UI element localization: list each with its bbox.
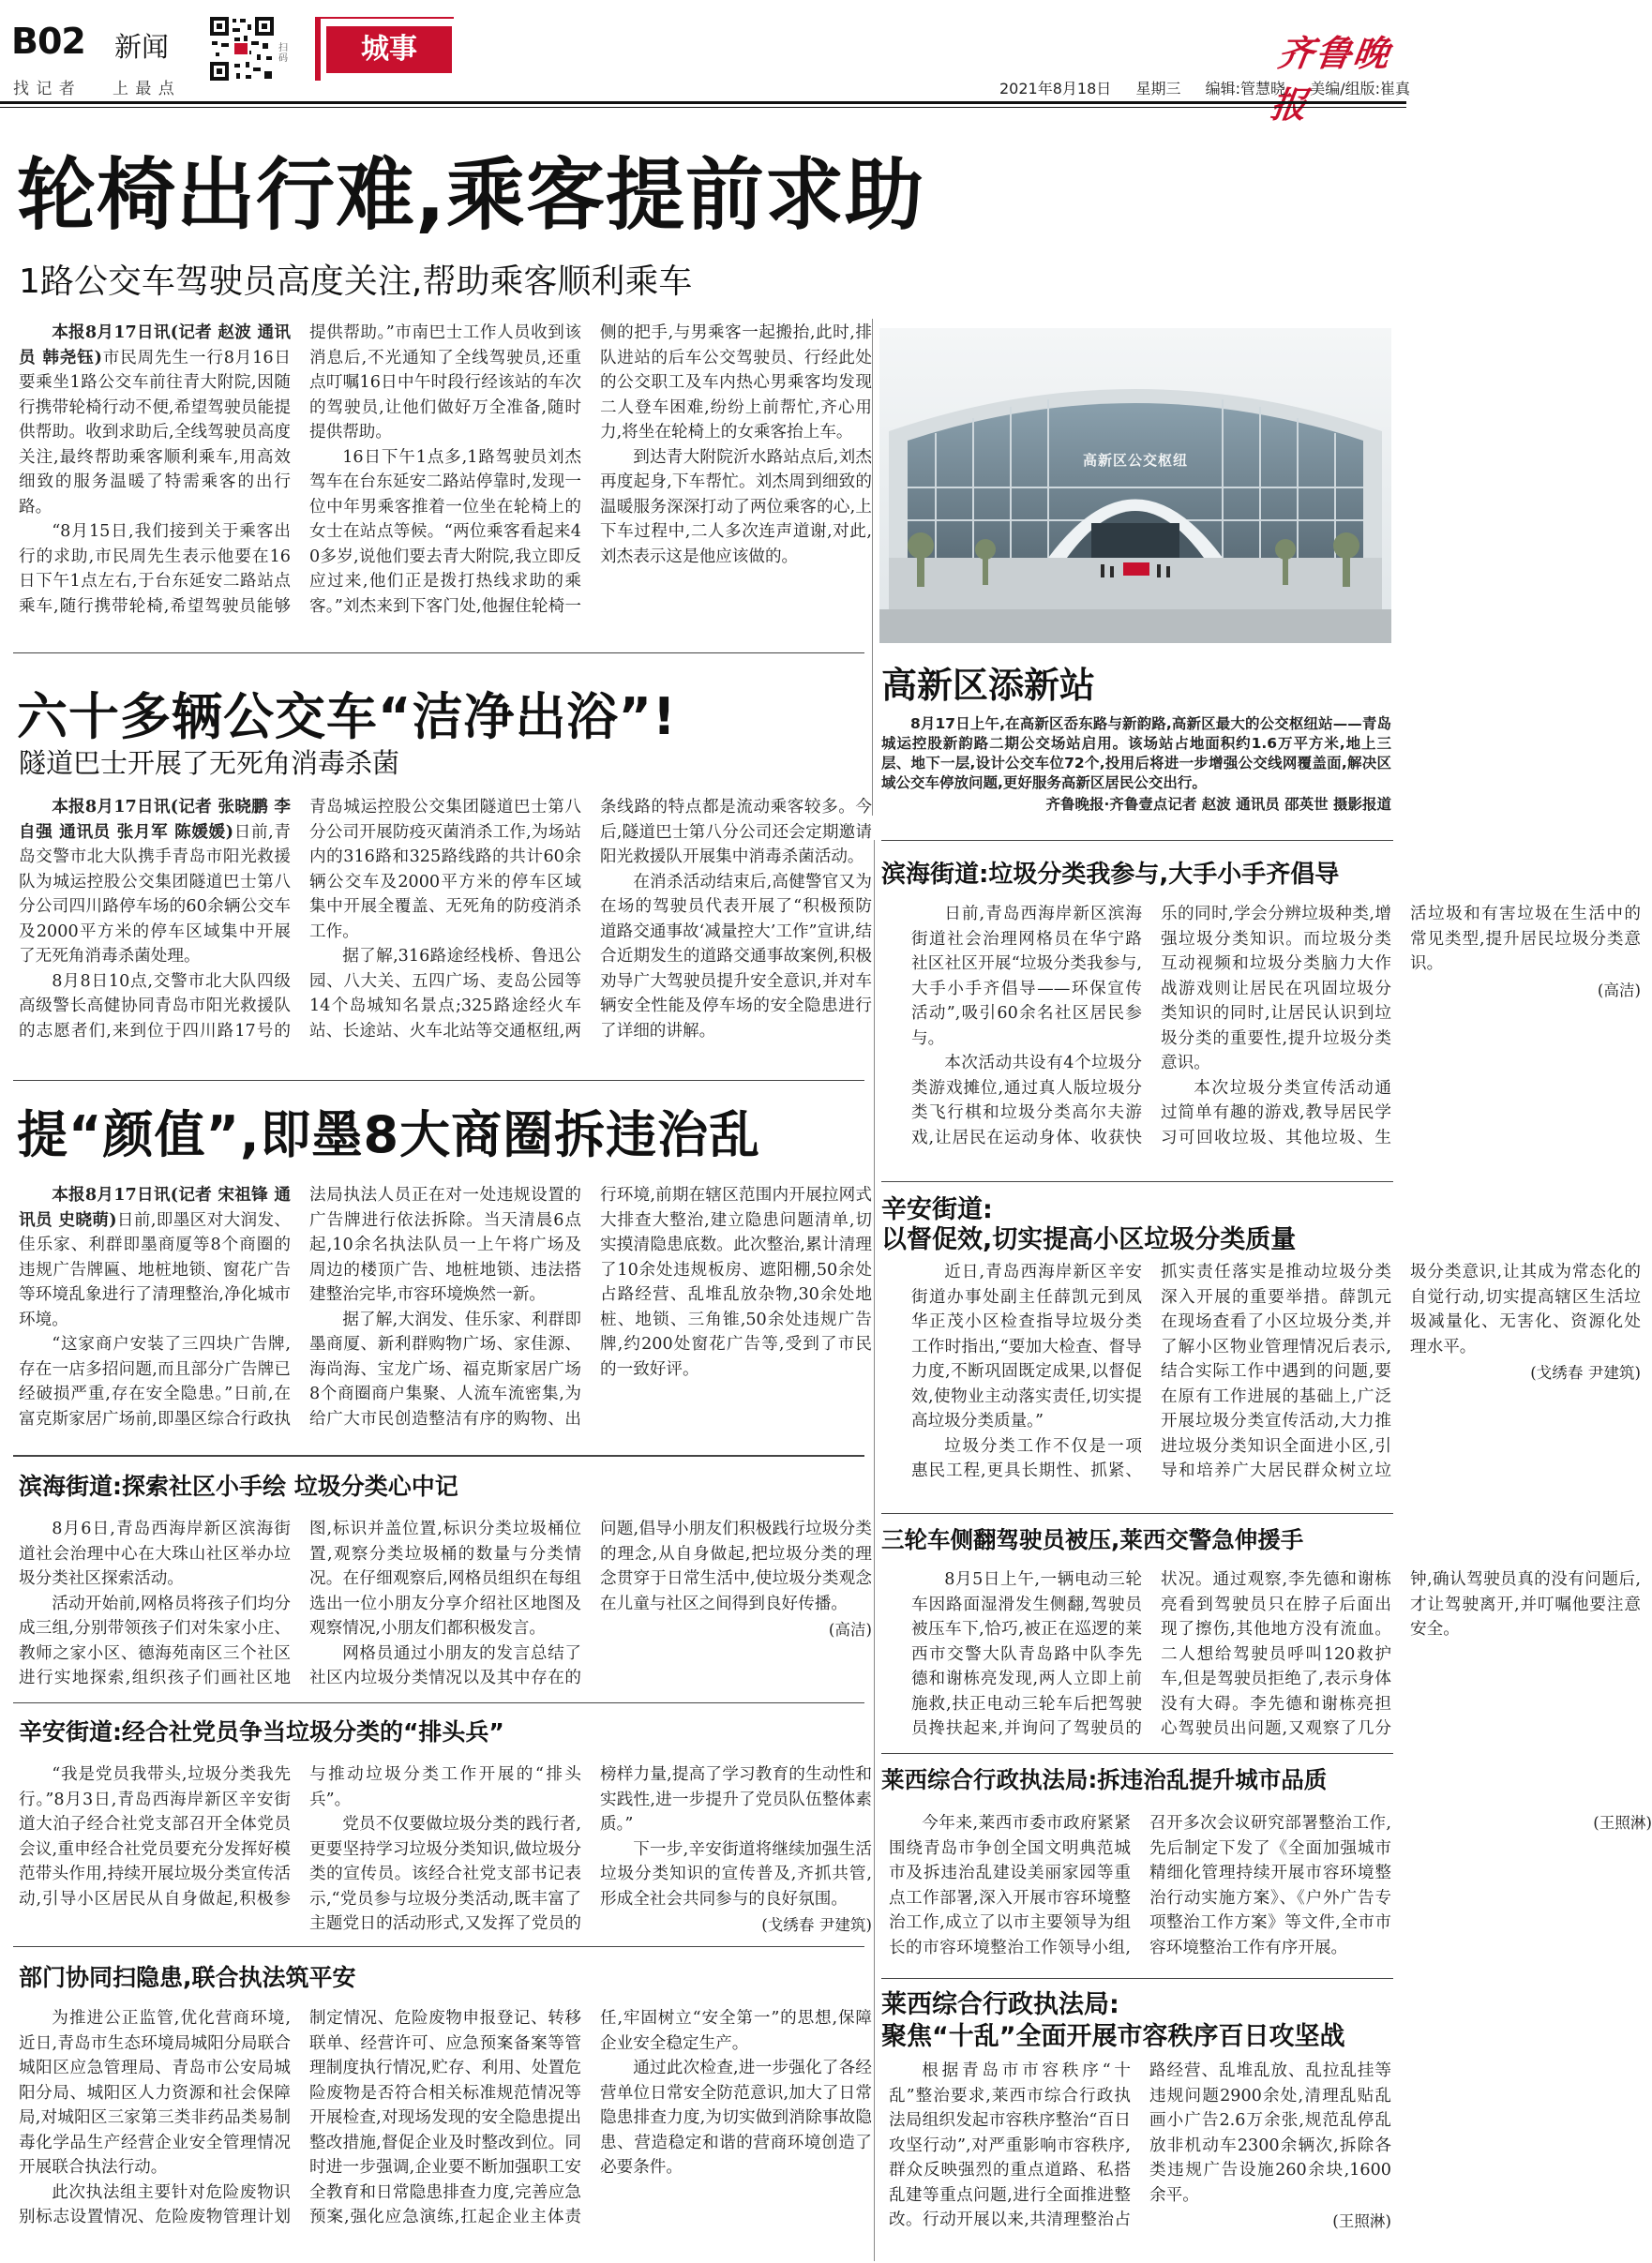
story10-paragraph: 为推进公正监管,优化营商环境,近日,青岛市生态环境局城阳分局联合城阳区应急管理局、青岛市公安局城阳分局、城阳区人力资源和社会保障局,对城阳区三家第三类非药品类易制毒化学品生产经营企业安全管理情况开展联合执法行动。	[19, 2009, 291, 2177]
story2-rule	[13, 652, 864, 653]
story9-title: 莱西综合行政执法局:拆违治乱提升城市品质	[881, 1766, 1328, 1793]
story11-rule	[881, 1978, 1393, 1979]
qr-code[interactable]	[208, 15, 276, 90]
story9-paragraph: 今年来,莱西市委市政府紧紧围绕青岛市争创全国文明典范城市及拆违治乱建设美丽家园等重点工作部署,深入开展市容环境整治工作,成立了以市主要领导为组长的市容环境整治工作领导小组,召开多次会议研究部署整治工作,先后制定下发了《全面加强城市精细化管理持续开展市容环境整治行动实施方案》、《户外广告专项整治工作方案》等文件,全市市容环境整治工作有序开展。	[889, 1814, 1391, 1957]
story6-byline: (高洁)	[828, 1621, 872, 1639]
story11-title-1: 莱西综合行政执法局:	[881, 1990, 1119, 2019]
masthead-rule	[0, 101, 1406, 104]
story1-paragraph: 16日下午1点多,1路驾驶员刘杰驾车在台东延安二路站停靠时,发现一位中年男乘客推着一位坐在轮椅上的女士在站点等候。“两位乘客看起来40多岁,说他们要去青大附院,我立即反应过来,他们正是拨打热线求助的乘客。”刘杰来到下客门处,他握住轮椅一侧的把手,与男乘客一起搬抬,此时,排队进站的后车公交驾驶员、行经此处的公交职工及车内热心男乘客均发现二人登车困难,纷纷上前帮忙,齐心用力,将坐在轮椅上的女乘客抬上车。	[309, 323, 872, 616]
slogan-left: 找 记 者	[13, 80, 76, 98]
story4-byline: (高洁)	[1597, 981, 1641, 999]
story4-paragraph: 本次垃圾分类宣传活动通过简单有趣的游戏,教导居民学习可回收垃圾、其他垃圾、生活垃圾和有害垃圾在生活中的常见类型,提升居民垃圾分类意识。	[1161, 905, 1641, 1147]
story11-body	[889, 2059, 1391, 2257]
story9-body	[889, 1811, 1652, 1976]
story1-subtitle: 1路公交车驾驶员高度关注,帮助乘客顺利乘车	[19, 262, 693, 301]
story7-paragraph: “我是党员我带头,垃圾分类我先行。”8月3日,青岛西海岸新区辛安街道大泊子经合社党支部召开全体党员会议,重申经合社党员要充分发挥好模范带头作用,持续开展垃圾分类宣传活动,引导小区居民从自身做起,积极参与推动垃圾分类工作开展的“排头兵”。	[19, 1765, 581, 1909]
story1-paragraph: 到达青大附院沂水路站点后,刘杰再度起身,下车帮忙。刘杰周到细致的温暖服务深深打动了两位乘客的心,上下车过程中,二人多次连声道谢,对此,刘杰表示这是他应该做的。	[600, 447, 872, 566]
story4-paragraph: 本次活动共设有4个垃圾分类游戏摊位,通过真人版垃圾分类飞行棋和垃圾分类高尔夫游戏,让居民在运动身体、收获快乐的同时,学会分辨垃圾种类,增强垃圾分类知识。而垃圾分类互动视频和垃圾分类脑力大作战游戏则让居民在巩固垃圾分类知识的同时,让居民认识到垃圾分类的重要性,提升垃圾分类意识。	[911, 905, 1391, 1147]
photo-caption-text: 8月17日上午,在高新区岙东路与新韵路,高新区最大的公交枢纽站——青岛城运控股新韵路二期公交场站启用。该场站占地面积约1.6万平方米,地上三层、地下一层,设计公交车位72个,投用后将进一步增强公交线网覆盖面,解决区域公交车停放问题,更好服务高新区居民公交出行。	[881, 715, 1391, 791]
story2-lead: 本报8月17日讯(记者 张晓鹏 李自强 通讯员 张月军 陈媛媛)	[19, 797, 291, 842]
story2-paragraph: 8月8日10点,交警市北大队四级高级警长高健协同青岛市阳光救援队的志愿者们,来到位于四川路17号的青岛城运控股公交集团隧道巴士第八分公司开展防疫灭菌消杀工作,为场站内的316路和325路线路的共计60余辆公交车及2000平方米的停车区域集中开展全覆盖、无死角的防疫消杀工作。	[19, 798, 581, 1041]
station-photo	[879, 328, 1391, 643]
story7-body	[19, 1762, 872, 1946]
story4-paragraph: 日前,青岛西海岸新区滨海街道社会治理网格员在华宁路社区社区开展“垃圾分类我参与,大手小手齐倡导——环保宣传活动”,吸引60余名社区居民参与。	[911, 905, 1142, 1048]
photo-title: 高新区添新站	[881, 665, 1096, 706]
masthead-info	[999, 77, 1410, 98]
story9-byline: (王照淋)	[1593, 1814, 1652, 1832]
story5-body	[911, 1260, 1641, 1507]
story2-paragraph: 日前,青岛交警市北大队携手青岛市阳光救援队为城运控股公交集团隧道巴士第八分公司四川路停车场的60余辆公交车及2000平方米的停车区域集中开展了无死角消毒杀菌处理。	[19, 822, 291, 966]
story6-title: 滨海街道:探索社区小手绘 垃圾分类心中记	[19, 1473, 458, 1500]
column-tag-box	[315, 17, 454, 81]
story10-rule	[13, 1946, 864, 1947]
story11-title-2: 聚焦“十乱”全面开展市容秩序百日攻坚战	[881, 2022, 1345, 2051]
weekday: 星期三	[1135, 80, 1181, 97]
story5-rule	[881, 1181, 1393, 1182]
story1-body	[19, 321, 872, 639]
story3-title: 提“颜值”,即墨8大商圈拆违治乱	[17, 1105, 761, 1164]
story7-byline: (戈绣春 尹建筑)	[761, 1916, 872, 1934]
story6-paragraph: 8月6日,青岛西海岸新区滨海街道社会治理中心在大珠山社区举办垃圾分类社区探索活动。	[19, 1520, 291, 1588]
story7-paragraph: 下一步,辛安街道将继续加强生活垃圾分类知识的宣传普及,齐抓共管,形成全社会共同参与的良好氛围。	[600, 1839, 872, 1909]
story1-paragraph: “8月15日,我们接到关于乘客出行的求助,市民周先生表示他要在16日下午1点左右,于台东延安二路站点乘车,随行携带轮椅,希望驾驶员能够提供帮助。”市南巴士工作人员收到该消息后,不光通知了全线驾驶员,还重点叮嘱16日中午时段行经该站的车次的驾驶员,让他们做好万全准备,随时提供帮助。	[19, 323, 581, 616]
story4-title: 滨海街道:垃圾分类我参与,大手小手齐倡导	[881, 861, 1340, 889]
story7-rule	[13, 1702, 864, 1703]
story11-paragraph: 根据青岛市市容秩序“十乱”整治要求,莱西市综合行政执法局组织发起市容秩序整治“百日攻坚行动”,对严重影响市容秩序,群众反映强烈的重点道路、私搭乱建等重点问题,进行全面推进整改。行动开展以来,共清理整治占路经营、乱堆乱放、乱拉乱挂等违规问题2900余处,清理乱贴乱画小广告2.6万余张,规范乱停乱放非机动车2300余辆次,拆除各类违规广告设施260余块,1600余平。	[889, 2061, 1391, 2229]
story8-rule	[881, 1513, 1393, 1514]
story8-paragraph: 8月5日上午,一辆电动三轮车因路面湿滑发生侧翻,驾驶员被压车下,恰巧,被正在巡逻的莱西市交警大队青岛路中队李先德和谢栋亮发现,两人立即上前施救,扶正电动三轮车后把驾驶员搀扶起来,并询问了驾驶员的状况。通过观察,李先德和谢栋亮看到驾驶员只在脖子后面出现了擦伤,其他地方没有流血。二人想给驾驶员呼叫120救护车,但是驾驶员拒绝了,表示身体没有大碍。李先德和谢栋亮担心驾驶员出问题,又观察了几分钟,确认驾驶员真的没有问题后,才让驾驶离开,并叮嘱他要注意安全。	[911, 1570, 1641, 1738]
story5-title-2: 以督促效,切实提高小区垃圾分类质量	[881, 1225, 1297, 1254]
story5-paragraph: 垃圾分类工作不仅是一项惠民工程,更具长期性、抓紧、抓实责任落实是推动垃圾分类深入开展的重要举措。薛凯元在现场查看了小区垃圾分类,并了解小区物业管理情况后表示,结合实际工作中遇到的问题,要在原有工作进展的基础上,广泛开展垃圾分类宣传活动,大力推进垃圾分类知识全面进小区,引导和培养广大居民群众树立垃圾分类意识,让其成为常态化的自觉行动,切实提高辖区生活垃圾减量化、无害化、资源化处理水平。	[911, 1263, 1641, 1480]
page-code: B02	[11, 21, 85, 62]
column-tag: 城事	[326, 26, 452, 73]
story3-paragraph: 据了解,大润发、佳乐家、利群即墨商厦、新利群购物广场、家佳源、海尚海、宝龙广场、福克斯家居广场8个商圈商户集聚、人流车流密集,为给广大市民创造整洁有序的购物、出行环境,前期在辖区范围内开展拉网式大排查大整治,建立隐患问题清单,切实摸清隐患底数。此次整治,累计清理了10余处违规板房、遮阳棚,50余处占路经营、乱堆乱放杂物,30余处地桩、地锁、三角锥,50余处违规广告牌,约200处窗花广告等,受到了市民的一致好评。	[309, 1186, 872, 1429]
story1-lead: 本报8月17日讯(记者 赵波 通讯员 韩尧钰)	[19, 322, 291, 367]
story2-subtitle: 隧道巴士开展了无死角消毒杀菌	[19, 747, 400, 779]
story2-paragraph: 据了解,316路途经栈桥、鲁迅公园、八大关、五四广场、麦岛公园等14个岛城知名景点;325路途经火车站、长途站、火车北站等交通枢纽,两条线路的特点都是流动乘客较多。今后,隧道巴士第八分公司还会定期邀请阳光救援队开展集中消毒杀菌活动。	[309, 798, 872, 1041]
story3-paragraph: “这家商户安装了三四块广告牌,存在一店多招问题,而且部分广告牌已经破损严重,存在安全隐患。”日前,在富克斯家居广场前,即墨区综合行政执法局执法人员正在对一处违规设置的广告牌进行依法拆除。当天清晨6点起,10余名执法队员一上午将广场及周边的楼顶广告、地桩地锁、违法搭建整治完毕,市容环境焕然一新。	[19, 1186, 581, 1429]
building-sign: 高新区公交枢纽	[1082, 452, 1188, 469]
story2-title: 六十多辆公交车“洁净出浴”!	[17, 687, 677, 746]
photo-caption	[881, 714, 1391, 816]
story7-paragraph: 党员不仅要做垃圾分类的践行者,更要坚持学习垃圾分类知识,做垃圾分类的宣传员。该经合社党支部书记表示,“党员参与垃圾分类活动,既丰富了主题党日的活动形式,又发挥了党员的榜样力量,提高了学习教育的生动性和实践性,进一步提升了党员队伍整体素质。”	[309, 1765, 872, 1933]
qr-caption: 扫码	[278, 43, 288, 64]
story4-body	[911, 902, 1641, 1172]
story11-byline: (王照淋)	[1332, 2212, 1391, 2230]
designer: 美编/组版:崔真	[1310, 80, 1411, 97]
story10-body	[19, 2006, 872, 2257]
story6-paragraph: 网格员通过小朋友的发言总结了社区内垃圾分类情况以及其中存在的问题,倡导小朋友们积极践行垃圾分类的理念,从自身做起,把垃圾分类的理念贯穿于日常生活中,使垃圾分类观念在儿童与社区之间得到良好传播。	[309, 1520, 872, 1687]
photo-credit: 齐鲁晚报·齐鲁壹点记者 赵波 通讯员 邵英世 摄影报道	[1045, 796, 1391, 813]
story5-paragraph: 近日,青岛西海岸新区辛安街道办事处副主任薛凯元到凤华正茂小区检查指导垃圾分类工作时指出,“要加大检查、督导力度,不断巩固既定成果,以督促效,使物业主动落实责任,切实提高垃圾分类质量。”	[911, 1263, 1142, 1431]
section-name: 新闻	[114, 31, 170, 63]
story8-body	[911, 1567, 1641, 1762]
date: 2021年8月18日	[999, 80, 1112, 97]
story3-body	[19, 1183, 872, 1457]
story1-title: 轮椅出行难,乘客提前求助	[17, 149, 924, 241]
story10-paragraph: 通过此次检查,进一步强化了各经营单位日常安全防范意识,加大了日常隐患排查力度,为切实做到消除事故隐患、营造稳定和谐的营商环境创造了必要条件。	[600, 2059, 872, 2177]
story3-paragraph: 日前,即墨区对大润发、佳乐家、利群即墨商厦等8个商圈的违规广告牌匾、地桩地锁、窗花广告等环境乱象进行了清理整治,净化城市环境。	[19, 1210, 292, 1329]
story7-title: 辛安街道:经合社党员争当垃圾分类的“排头兵”	[19, 1718, 504, 1746]
story6-body	[19, 1517, 872, 1701]
masthead-rule-thin	[0, 107, 1406, 108]
story3-lead: 本报8月17日讯(记者 宋祖锋 通讯员 史晓萌)	[19, 1185, 291, 1230]
story10-title: 部门协同扫隐患,联合执法筑平安	[19, 1964, 356, 1991]
story4-rule	[881, 840, 1393, 841]
story8-title: 三轮车侧翻驾驶员被压,莱西交警急伸援手	[881, 1526, 1304, 1553]
story6-rule	[13, 1455, 864, 1457]
paper-logo: 齐鲁晚报	[1268, 32, 1394, 126]
slogan-right: 上 最 点	[113, 80, 175, 98]
story1-paragraph: 市民周先生一行8月16日要乘坐1路公交车前往青大附院,因随行携带轮椅行动不便,希望驾驶员能提供帮助。收到求助后,全线驾驶员高度关注,最终帮助乘客顺利乘车,用高效细致的服务温暖了特需乘客的出行路。	[19, 348, 291, 517]
story5-byline: (戈绣春 尹建筑)	[1530, 1364, 1641, 1382]
editor: 编辑:管慧晓	[1205, 80, 1286, 97]
story6-paragraph: 活动开始前,网格员将孩子们均分成三组,分别带领孩子们对朱家小庄、教师之家小区、德海苑南区三个社区进行实地探索,组织孩子们画社区地图,标识并盖位置,标识分类垃圾桶位置,观察分类垃圾桶的数量与分类情况。在仔细观察后,网格员组织在每组选出一位小朋友分享介绍社区地图及观察情况,小朋友们都积极发言。	[19, 1520, 581, 1687]
story9-rule	[881, 1753, 1393, 1754]
story5-title-1: 辛安街道:	[881, 1195, 993, 1224]
story2-body	[19, 795, 872, 1071]
story3-rule	[13, 1080, 864, 1081]
bottom-divider	[874, 840, 875, 2261]
story10-paragraph: 此次执法组主要针对危险废物识别标志设置情况、危险废物管理计划制定情况、危险废物申报登记、转移联单、经营许可、应急预案备案等管理制度执行情况,贮存、利用、处置危险废物是否符合相关标准规范情况等开展检查,对现场发现的安全隐患提出整改措施,督促企业及时整改到位。同时进一步强调,企业要不断加强职工安全教育和日常隐患排查力度,完善应急预案,强化应急演练,扛起企业主体责任,牢固树立“安全第一”的思想,保障企业安全稳定生产。	[19, 2009, 872, 2226]
story2-paragraph: 在消杀活动结束后,高健警官又为在场的驾驶员代表开展了“积极预防道路交通事故‘减量控大’工作”宣讲,结合近期发生的道路交通事故案例,积极劝导广大驾驶员提升安全意识,并对车辆安全性能及停车场的安全隐患进行了详细的讲解。	[600, 872, 872, 1041]
top-divider	[872, 319, 873, 816]
